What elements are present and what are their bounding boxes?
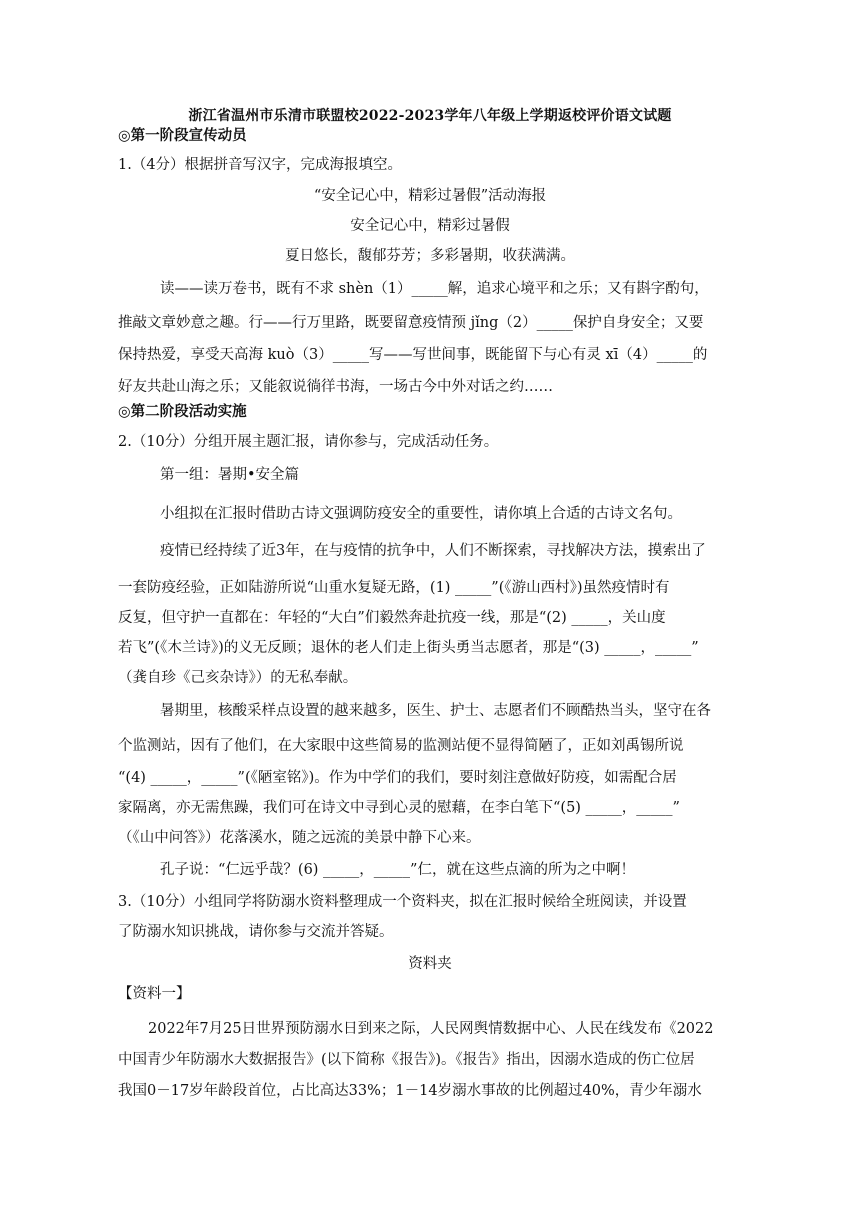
passage-a-line-1: 疫情已经持续了近3年，在与疫情的抗争中，人们不断探索，寻找解决方法，摸索出了 — [160, 543, 706, 559]
material-1-line-3: 我国0－17岁年龄段首位，占比高达33%；1－14岁溺水事故的比例超过40%，青少年溺水 — [118, 1083, 702, 1099]
group-heading: 第一组：暑期•安全篇 — [160, 467, 300, 483]
passage-b-line-4: 家隔离，亦无需焦躁，我们可在诗文中寻到心灵的慰藉，在李白笔下“(5) _____，_____” — [118, 800, 680, 816]
question-1-stem: 1.（4分）根据拼音写汉字，完成海报填空。 — [118, 157, 403, 173]
passage-b-line-1: 暑期里，核酸采样点设置的越来越多，医生、护士、志愿者们不顾酷热当头，坚守在各 — [160, 703, 711, 719]
passage-a-line-5: （龚自珍《己亥杂诗》）的无私奉献。 — [118, 670, 358, 686]
poster-title: “安全记心中，精彩过暑假”活动海报 — [313, 188, 547, 204]
material-1-line-1: 2022年7月25日世界预防溺水日到来之际，人民网舆情数据中心、人民在线发布《2022 — [148, 1021, 714, 1037]
material-1-line-2: 中国青少年防溺水大数据报告》(以下简称《报告》)。《报告》指出，因溺水造成的伤亡位居 — [118, 1052, 695, 1068]
question-2-intro: 小组拟在汇报时借助古诗文强调防疫安全的重要性，请你填上合适的古诗文名句。 — [160, 506, 682, 522]
poster-subtitle: 安全记心中，精彩过暑假 — [350, 218, 510, 234]
passage-b-line-2: 个监测站，因有了他们，在大家眼中这些简易的监测站便不显得简陋了，正如刘禹锡所说 — [118, 738, 684, 754]
question-2-stem: 2.（10分）分组开展主题汇报，请你参与，完成活动任务。 — [118, 434, 499, 450]
section-heading-2: ◎第二阶段活动实施 — [118, 403, 247, 420]
passage-a-line-4: 若飞”(《木兰诗》)的义无反顾；退休的老人们走上街头勇当志愿者，那是“(3) _____，_____” — [118, 640, 699, 656]
material-1-heading: 【资料一】 — [118, 986, 191, 1002]
section-heading-1: ◎第一阶段宣传动员 — [118, 127, 247, 144]
document-title: 浙江省温州市乐清市联盟校2022-2023学年八年级上学期返校评价语文试题 — [188, 108, 672, 124]
poster-line: 夏日悠长，馥郁芬芳；多彩暑期，收获满满。 — [285, 248, 575, 264]
poster-paragraph-line-4: 好友共赴山海之乐；又能叙说徜徉书海，一场古今中外对话之约…… — [118, 379, 553, 395]
passage-a-line-3: 反复，但守护一直都在：年轻的“大白”们毅然奔赴抗疫一线，那是“(2) _____，关山度 — [118, 610, 666, 626]
poster-paragraph-line-3: 保持热爱，享受天高海 kuò（3）_____写——写世间事，既能留下与心有灵 xī（4）_____的 — [118, 347, 708, 363]
question-3-stem-line-2: 了防溺水知识挑战，请你参与交流并答疑。 — [118, 924, 394, 940]
poster-paragraph-line-1: 读——读万卷书，既有不求 shèn（1）_____解，追求心境平和之乐；又有斟字酌句， — [160, 281, 709, 297]
passage-b-line-3: “(4) _____，_____”(《陋室铭》)。作为中学们的我们，要时刻注意做好防疫，如需配合居 — [118, 770, 677, 786]
passage-c-line-1: 孔子说：“仁远乎哉？(6) _____，_____”仁，就在这些点滴的所为之中啊！ — [160, 862, 635, 878]
question-3-stem-line-1: 3.（10分）小组同学将防溺水资料整理成一个资料夹，拟在汇报时候给全班阅读，并设置 — [118, 894, 687, 910]
passage-b-line-5: （《山中问答》）花落溪水，随之远流的美景中静下心来。 — [118, 830, 481, 846]
passage-a-line-2: 一套防疫经验，正如陆游所说“山重水复疑无路，(1) _____”(《游山西村》)虽然疫情时有 — [118, 580, 670, 596]
folder-heading: 资料夹 — [408, 956, 452, 972]
poster-paragraph-line-2: 推敲文章妙意之趣。行——行万里路，既要留意疫情预 jǐng（2）_____保护自身安全；又要 — [118, 315, 704, 331]
